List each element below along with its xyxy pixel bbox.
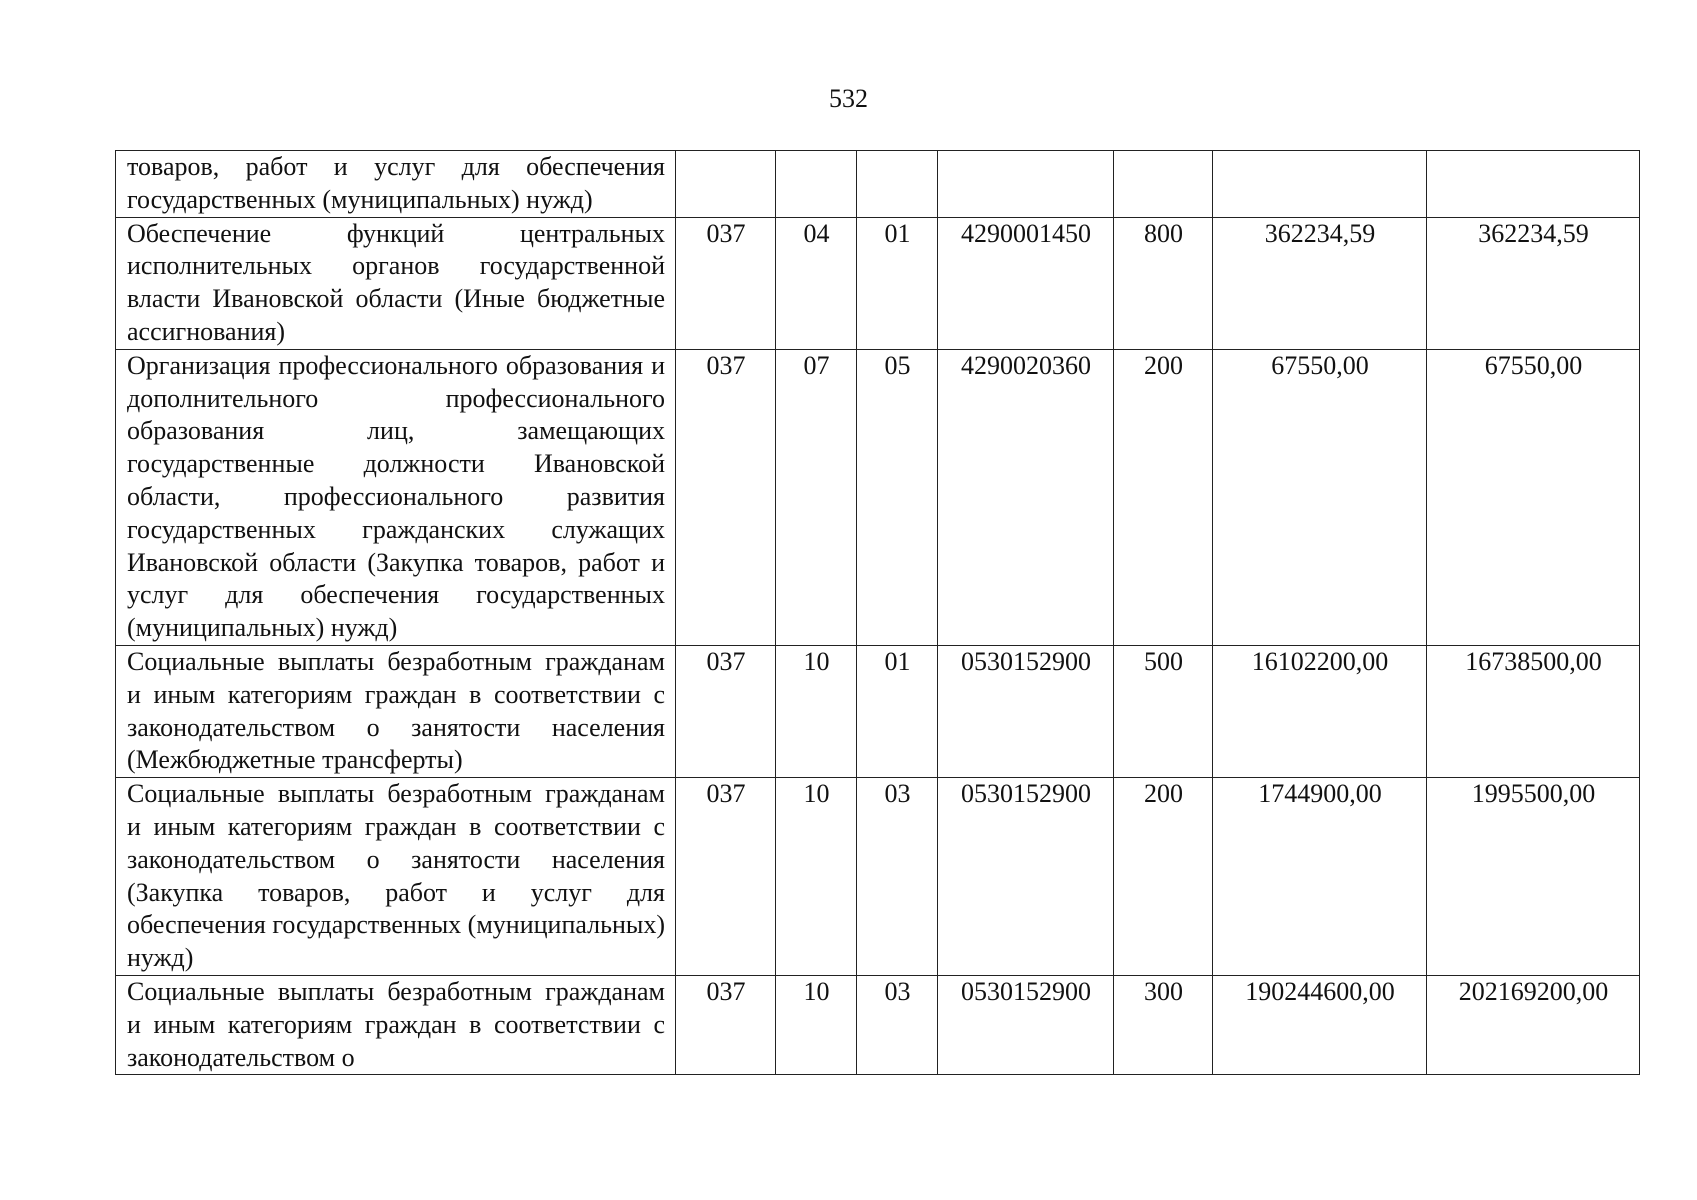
row-description: Обеспечение функций центральных исполнительных органов государственной власти Ивановской области (Иные бюджетные ассигнования) (116, 217, 676, 349)
amount-second: 16738500,00 (1427, 645, 1640, 777)
section-code: 10 (776, 975, 857, 1074)
amount-first: 362234,59 (1213, 217, 1427, 349)
section-code: 04 (776, 217, 857, 349)
page-number: 532 (829, 84, 868, 113)
amount-first: 67550,00 (1213, 349, 1427, 645)
amount-second: 1995500,00 (1427, 778, 1640, 976)
ministry-code: 037 (676, 645, 776, 777)
target-article-code: 4290020360 (938, 349, 1114, 645)
section-code: 07 (776, 349, 857, 645)
row-description: Социальные выплаты безработным гражданам и иным категориям граждан в соответствии с законодательством о занятости населения (Закупка товаров, работ и услуг для обеспечения государственных (муниципальных) нужд) (116, 778, 676, 976)
subsection-code: 05 (857, 349, 938, 645)
target-article-code: 0530152900 (938, 778, 1114, 976)
amount-first: 16102200,00 (1213, 645, 1427, 777)
amount-second (1427, 151, 1640, 218)
section-code: 10 (776, 778, 857, 976)
table-row (116, 217, 1640, 349)
amount-first (1213, 151, 1427, 218)
subsection-code: 03 (857, 778, 938, 976)
table-row (116, 778, 1640, 976)
table-row (116, 645, 1640, 777)
section-code (776, 151, 857, 218)
amount-first: 190244600,00 (1213, 975, 1427, 1074)
amount-second: 67550,00 (1427, 349, 1640, 645)
row-description: Организация профессионального образования и дополнительного профессионального образования лиц, замещающих государственные должности Ивановской области, профессионального развития государственных гражданских служащих Ивановской области (Закупка товаров, работ и услуг для обеспечения государственных (муниципальных) нужд) (116, 349, 676, 645)
expense-type-code (1114, 151, 1213, 218)
expense-type-code: 300 (1114, 975, 1213, 1074)
section-code: 10 (776, 645, 857, 777)
amount-second: 362234,59 (1427, 217, 1640, 349)
row-description: Социальные выплаты безработным гражданам и иным категориям граждан в соответствии с законодательством о (116, 975, 676, 1074)
ministry-code: 037 (676, 349, 776, 645)
ministry-code: 037 (676, 217, 776, 349)
target-article-code (938, 151, 1114, 218)
expense-type-code: 800 (1114, 217, 1213, 349)
subsection-code: 01 (857, 217, 938, 349)
amount-first: 1744900,00 (1213, 778, 1427, 976)
ministry-code: 037 (676, 975, 776, 1074)
row-description: Социальные выплаты безработным гражданам и иным категориям граждан в соответствии с законодательством о занятости населения (Межбюджетные трансферты) (116, 645, 676, 777)
subsection-code (857, 151, 938, 218)
ministry-code (676, 151, 776, 218)
target-article-code: 0530152900 (938, 645, 1114, 777)
table-row (116, 349, 1640, 645)
expense-type-code: 200 (1114, 778, 1213, 976)
target-article-code: 0530152900 (938, 975, 1114, 1074)
subsection-code: 03 (857, 975, 938, 1074)
table-row (116, 975, 1640, 1074)
amount-second: 202169200,00 (1427, 975, 1640, 1074)
expense-type-code: 500 (1114, 645, 1213, 777)
expense-type-code: 200 (1114, 349, 1213, 645)
row-description: товаров, работ и услуг для обеспечения государственных (муниципальных) нужд) (116, 151, 676, 218)
ministry-code: 037 (676, 778, 776, 976)
table-row (116, 151, 1640, 218)
target-article-code: 4290001450 (938, 217, 1114, 349)
subsection-code: 01 (857, 645, 938, 777)
budget-table (115, 150, 1640, 1075)
